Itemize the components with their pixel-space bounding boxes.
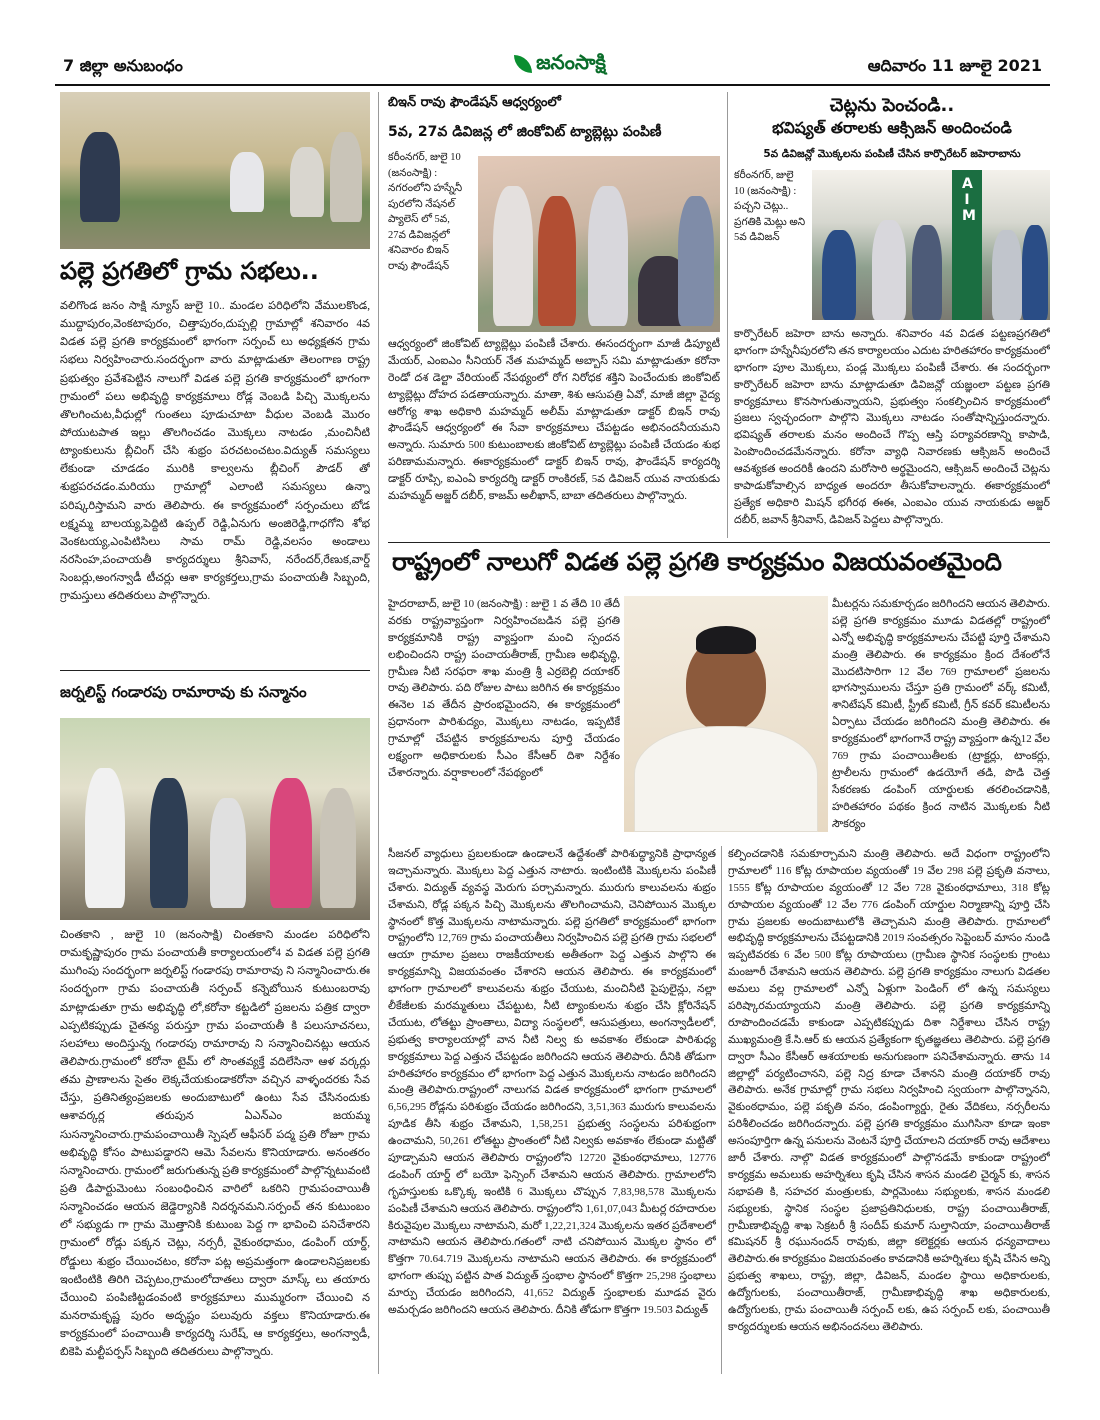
- trees-headline-line1: చెట్లను పెంచండి..: [829, 95, 955, 116]
- trees-distribution-photo: [812, 170, 1050, 320]
- journalist-felicitation-photo: [60, 718, 370, 920]
- main-col-right: కల్పించడానికి సమకూర్చామని మంత్రి తెలిపారు. అదే విధంగా రాష్ట్రంలోని గ్రామాలలో 116 కోట్ల రూపాయల వ్యయంతో 19 వేల 298 పల్లె ప్రకృతి వనాలు, 1555 కోట్ల రూపాయల వ్యయంతో 12 వేల 728 వైకుంఠధామాలు, 318 కోట్ల రూపాయల వ్యయంతో 12 వేల 776 డంపింగ్ యార్డుల నిర్మాణాన్ని పూర్తి చేసి గ్రామ ప్రజలకు అందుబాటులోకి తెచ్చామని మంత్రి తెలిపారు. గ్రామాలలో అభివృద్ధి కార్యక్రమాలను చేపట్టడానికి 2019 సంవత్సరం సెప్టెంబర్ మాసం నుండి ఇప్పటివరకు 6 వేల 500 కోట్ల రూపాయలు (గ్రామీణ స్థానిక సంస్థలకు గ్రాంటు మంజూరీ చేశామని ఆయన తెలిపారు. పల్లె ప్రగతి కార్యక్రమం నాలుగు విడతల అమలు వల్ల గ్రామాలలో ఎన్నో ఏళ్లుగా పెండింగ్ లో ఉన్న సమస్యలు పరిష్కారమయ్యాయని మంత్రి తెలిపారు. పల్లె ప్రగతి కార్యక్రమాన్ని రూపొందించడమే కాకుండా ఎప్పటికప్పుడు దిశా నిర్దేశాలు చేసిన రాష్ట్ర ముఖ్యమంత్రి కే.సి.ఆర్ కు ఆయన ప్రత్యేకంగా కృతజ్ఞతలు తెలిపారు. పల్లె ప్రగతి ద్వారా సీఎం కేసీఆర్ ఆశయాలకు అనుగుణంగా పనిచేశామన్నారు. తాను 14 జిల్లాల్లో పర్యటించానని, పల్లె నిద్ర కూడా చేశానని మంత్రి దయాకర్ రావు తెలిపారు. అనేక గ్రామాల్లో గ్రామ సభలు నిర్వహించి స్వయంగా పాల్గొన్నానని, వైకుంఠధామం, పల్లె పకృతి వనం, డంపింగ్యార్డు, రైతు వేదికలు, నర్సరీలను పరిశీలించడం జరిగిందన్నారు. పల్లె ప్రగతి కార్యక్రమం ముగిసినా కూడా ఇంకా అసంపూర్తిగా ఉన్న పనులను వెంటనే పూర్తి చేయాలని దయాకర్ రావు ఆదేశాలు జారీ చేశారు. నాల్గొ విడత కార్యక్రమంలో పాల్గొనడమే కాకుండా రాష్ట్రంలో కార్యక్రమ అమలుకు అహర్నిశలు కృషి చేసిన శాసన మండలి చైర్మన్ కు, శాసన సభాపతి కి, సహచర మంత్రులకు, పార్లమెంటు సభ్యులకు, శాసన మండలి సభ్యులకు, స్థానిక సంస్థల ప్రజాప్రతినిధులకు, రాష్ట్ర పంచాయితీరాజ్, గ్రామీణాభివృద్ధి శాఖ సెక్రటరీ శ్రీ సందీప్ కుమార్ సుల్తానియా, పంచాయితీరాజ్ కమిషనర్ శ్రీ రఘునందన్ రావుకు, జిల్లా కలెక్టర్లకు ఆయన ధన్యవాదాలు తెలిపారు.ఈ కార్యక్రమం విజయవంతం కావడానికి అహర్నిశలు కృషి చేసిన అన్ని ప్రభుత్వ శాఖలు, రాష్ట్ర, జిల్లా, డివిజన్, మండల స్థాయి అధికారులకు, ఉద్యోగులకు, పంచాయితీరాజ్, గ్రామీణాభివృద్ధి శాఖ అధికారులకు, ఉద్యోగులకు, గ్రామ పంచాయితీ సర్పంచ్ లకు, ఉప సర్పంచ్ లకు, పంచాయితీ కార్యదర్శులకు ఆయన అభినందనలు తెలిపారు.: [728, 848, 1050, 1333]
- trees-body: కార్పొరేటర్ జహెరా బాను అన్నారు. శనివారం 4వ విడత పట్టణప్రగతిలో భాగంగా హస్నేనీపురలోని తన కార్యాలయం ఎదుట హరితహారం కార్యక్రమంలో భాగంగా పూల మొక్కలు, పండ్ల మొక్కలు పంపిణీ చేశారు. ఈ సందర్భంగా కార్పొరేటర్ జహెరా బాను మాట్లాడుతూ డివిజన్లో యజ్ఞంలా పట్టణ ప్రగతి కార్యక్రమాలు కొనసాగుతున్నాయని, ప్రభుత్వం సంకల్పించిన కార్యక్రమంలో ప్రజలు స్వచ్ఛందంగా పాల్గొని మొక్కలు నాటడం సంతోషాన్నిస్తుందన్నారు. భవిష్యత్ తరాలకు మనం అందించే గొప్ప ఆస్తి పర్యావరణాన్ని కాపాడి, పెంపొందించడమేనన్నారు. కరోనా వ్యాధి నివారణకు ఆక్సిజన్ అందించే ఆవశ్యకత అందరికీ ఉందని మరోసారి అర్థమైందని, ఆక్సిజన్ అందించే చెట్లను కాపాడుకోవాల్సిన బాధ్యత అందరూ తీసుకోవాలన్నారు. ఈకార్యక్రమంలో ప్రత్యేక అధికారి మిషన్ భగీరథ ఈఈ, ఎంఐఎం యువ నాయకుడు అజ్జర్ దబీర్, జవాన్ శ్రీనివాస్, డివిజన్ పెద్దలు పాల్గొన్నారు.: [734, 328, 1050, 526]
- issue-date: ఆదివారం 11 జూలై 2021: [867, 56, 1042, 75]
- column-divider: [60, 670, 370, 671]
- leaf-logo-icon: [514, 55, 532, 73]
- main-headline: రాష్ట్రంలో నాలుగో విడత పల్లె ప్రగతి కార్యక్రమం విజయవంతమైంది: [392, 547, 1002, 576]
- tablets-body: ఆధ్వర్యంలో జింకోవిట్ ట్యాబ్లెట్లు పంపిణీ చేశారు. ఈసందర్భంగా మాజీ డిప్యూటీ మేయర్, ఎంఐఎం సీనియర్ నేత మహమ్మద్ అబ్బాస్ సమి మాట్లాడుతూ కరోనా రెండో దశ డెల్టా వేరియంట్ నేపథ్యంలో రోగ నిరోధక శక్తిని పెంచేందుకు జింకోవిట్ ట్యాబ్లెట్లు దోహద పడతాయన్నారు. మాతా, శిశు ఆసుపత్రి ఏవో, మాజీ జిల్లా వైద్య ఆరోగ్య శాఖ అధికారి మహమ్మద్ అలీమ్ మాట్లాడుతూ డాక్టర్ బిఇన్ రావు ఫౌండేషన్ ఆధ్వర్యంలో ఈ సేవా కార్యక్రమాలు చేపట్టడం అభినందనీయమని అన్నారు. సుమారు 500 కుటుంబాలకు జింకోవిట్ ట్యాబ్లెట్లు పంపిణీ చేయడం శుభ పరిణామమన్నారు. ఈకార్యక్రమంలో డాక్టర్ బిఇన్ రావు, ఫౌండేషన్ కార్యదర్శి డాక్టర్ రూప్సి, ఐఎంఏ కార్యదర్శి డాక్టర్ రాంకిరణ్, 5వ డివిజన్ యువ నాయకుడు మహమ్మద్ అజ్జర్ దబీర్, కాజమ్ అలీఖాన్, బాబా తదితరులు పాల్గొన్నారు.: [388, 338, 720, 503]
- page-label: 7 జిల్లా అనుబంధం: [63, 56, 183, 75]
- main-col-wide: సీజనల్ వ్యాధులు ప్రబలకుండా ఉండాలనే ఉద్దేశంతో పారిశుద్ధ్యానికి ప్రాధాన్యత ఇచ్చామన్నారు. మొక్కలు పెద్ద ఎత్తున నాటారు. ఇంటింటికి మొక్కలను పంపిణీ చేశారు. విద్యుత్ వ్యవస్థ మెరుగు పర్చామన్నారు. మురుగు కాలువలను శుభ్రం చేశామని, రోడ్ల పక్కన పిచ్చి మొక్కలను తొలగించామని, చెనిపోయిన మొక్కల స్థానంలో కొత్త మొక్కలను నాటామన్నారు. పల్లె ప్రగతిలో కార్యక్రమంలో భాగంగా రాష్ట్రంలోని 12,769 గ్రామ పంచాయతీలు నిర్వహించిన పల్లె ప్రగతి గ్రామ సభలలో ఆయా గ్రామాల ప్రజలు రాజకీయాలకు అతీతంగా పెద్ద ఎత్తున పాల్గొని ఈ కార్యక్రమాన్ని విజయవంతం చేశారని ఆయన తెలిపారు. ఈ కార్యక్రమంలో భాగంగా గ్రామాలలో కాలువలను శుభ్రం చేయుట, మంచినీటి పైపులైన్లు, నల్లా లీకేజీలకు మరమ్మతులు చేపట్టుట, నీటి ట్యాంకులను శుభ్రం చేసి క్లోరినేషన్ చేయుట, లోతట్టు ప్రాంతాలు, విద్యా సంస్థలలో, ఆసుపత్రులు, అంగన్వాడీలలో, ప్రభుత్వ కార్యాలయాల్లో వాన నీటి నిల్వ కు అవకాశం లేకుండా పారిశుధ్య కార్యక్రమాలు పెద్ద ఎత్తున చేపట్టడం జరిగిందని ఆయన తెలిపారు. దీనికి తోడుగా హరితహారం కార్యక్రమం లో భాగంగా పెద్ద ఎత్తున మొక్కలను నాటడం జరిగిందని మంత్రి తెలిపారు.రాష్ట్రంలో నాలుగవ విడత కార్యక్రమంలో భాగంగా గ్రామాలలో 6,56,295 రోడ్లను పరిశుభ్రం చేయడం జరిగిందని, 3,51,363 మురుగు కాలువలను పూడిక తీసి శుభ్రం చేశామని, 1,58,251 ప్రభుత్వ సంస్థలను పరిశుభ్రంగా ఉంచామని, 50,261 లోతట్టు ప్రాంతంలో నీటి నిల్వకు అవకాశం లేకుండా మట్టితో పూడ్చామని ఆయన తెలిపారు రాష్ట్రంలోని 12720 వైకుంఠధామాలు, 12776 డంపింగ్ యార్డ్ లో బయో ఫెన్సింగ్ చేశామని ఆయన తెలిపారు. గ్రామాలలోని గృహస్తులకు ఒక్కొక్క ఇంటికి 6 మొక్కలు చొప్పున 7,83,98,578 మొక్కలను పంపిణీ చేశామని ఆయన తెలిపారు. రాష్ట్రంలోని 1,61,07,043 మీటర్ల రహదారుల కిరువైపుల మొక్కలు నాటామని, మరో 1,22,21,324 మొక్కలను ఇతర ప్రదేశాలలో నాటామని ఆయన తెలిపారు.గతంలో నాటి చనిపోయిన మొక్కల స్థానం లో కొత్తగా 70.64.719 మొక్కలను నాటామని ఆయన తెలిపారు. ఈ కార్యక్రమంలో భాగంగా తుప్పు పట్టిన పాత విద్యుత్ స్తంభాల స్థానంలో కొత్తగా 25,298 స్తంభాలు మార్పు చేయడం జరిగిందని, 41,652 విద్యుత్ స్తంభాలకు మూడవ వైరు అమర్చడం జరిగిందని ఆయన తెలిపారు. దీనికి తోడుగా కొత్తగా 19.503 విద్యుత్: [388, 848, 716, 1317]
- tablets-lead: కరీంనగర్, జులై 10 (జనంసాక్షి) : నగరంలోని హస్నేనీ పురలోని నేషనల్ ప్యాలెస్ లో 5వ, 27వ డివిజన్లలో శనివారం బిఇన్ రావు ఫౌండేషన్: [388, 152, 463, 272]
- portrait-shirt: [634, 726, 818, 832]
- vertical-divider-main: [721, 846, 722, 1374]
- gram-sabha-photo: [60, 92, 370, 249]
- trees-headline-line2: భవిష్యత్ తరాలకు ఆక్సిజన్ అందించండి: [772, 119, 1012, 137]
- minister-portrait-photo: [624, 596, 828, 832]
- main-top-rule: [388, 542, 1050, 543]
- gram-sabha-headline: పల్లె ప్రగతిలో గ్రామ సభలు..: [60, 257, 319, 285]
- vertical-divider-mid: [727, 92, 728, 538]
- gram-sabha-body: వలిగొండ జనం సాక్షి న్యూస్ జులై 10.. మండల పరిధిలోని వేములకొండ, ముద్దాపురం,వెంకటాపురం, చిత్తాపురం,దుప్పల్లి గ్రామాల్లో శనివారం 4వ విడత పల్లె ప్రగతి కార్యక్రమంలో భాగంగా సర్పంచ్ లు అధ్యక్షతన గ్రామ సభలు నిర్వహించారు.సందర్భంగా వారు మాట్లాడుతూ తెలంగాణ రాష్ట్ర ప్రభుత్వం ప్రవేశపెట్టిన నాలుగో విడత పల్లె ప్రగతి కార్యక్రమంలో భాగంగా గ్రామంలో పలు అభివృద్ధి కార్యక్రమాలు రోడ్ల వెంబడి పిచ్చి మొక్కలను తొలగించుట,వీధుల్లో గుంతలు పూడుచూటా వీధుల వెంబడి మొరం పోయుటపాత ఇల్లు తొలగించడం మొక్కలు నాటడం ,మంచినీటి ట్యాంకులును బ్లీచింగ్ చేసి శుభ్రం పరచటంచటం.విద్యుత్ సమస్యలు లేకుండా చూడడం మురికి కాల్వలను బ్లీచింగ్ పౌడర్ తో శుభ్రపరచడం.మరియు గ్రామాల్లో ఎలాంటి సమస్యలు ఉన్నా పరిష్కరిస్తామని వారు తెలిపారు. ఈ కార్యక్రమంలో సర్పంచులు బోడ లక్ష్మమ్మ బాలయ్య,పెద్దిటి ఉప్పల్ రెడ్డి,ఏనుగు అంజిరెడ్డి,గాధగోని శోభ వెంకటయ్య,ఎంపిటిసిలు సామ రామ్ రెడ్డి,వలసం అండాలు నరసింహ,పంచాయతీ కార్యదర్శులు శ్రీనివాస్, నరేందర్,రేణుక,వార్డ్ సెంబర్లు,అంగన్వాడీ టీచర్లు ఆశా కార్యకర్తలు,గ్రామ పంచాయతీ సిబ్బంది, గ్రామస్తులు తదితరులు పాల్గొన్నారు.: [60, 300, 370, 603]
- masthead: [55, 48, 1050, 86]
- newspaper-logo: [485, 50, 635, 80]
- aim-banner-text: AIM: [962, 176, 976, 224]
- trees-subhead: 5వ డివిజన్లో మొక్కలను పంపిణీ చేసిన కార్పొరేటర్ జహెరాబాను: [763, 148, 1021, 160]
- tablets-distribution-photo: [478, 156, 720, 332]
- journalist-body: చింతకాని , జులై 10 (జనంసాక్షి) చింతకాని మండల పరిధిలోని రామకృష్ణాపురం గ్రామ పంచాయతీ కార్యాలయంలో4 వ విడత పల్లె ప్రగతి ముగింపు సందర్భంగా జర్నలిస్ట్ గండారపు రామారావు ని సన్మానించారు.ఈ సందర్భంగా గ్రామ పంచాయతీ సర్పంచ్ కన్నెబోయిన కుటుంబరావు మాట్లాడుతూ గ్రామ అభివృద్ధి లో,కరోనా కట్టడిలో ప్రజలను పత్రిక ద్వారా ఎప్పటికప్పుడు చైతన్య పరుస్తూ గ్రామ పంచాయతీ కి పలుసూచనలు, సలహాలు అందిస్తున్న గండారపు రామారావు ని సన్మానించినట్లు ఆయన తెలిపారు.గ్రామంలో కరోనా టైమ్ లో సొంతవ్యక్తే వదిలేసినా ఆళ వర్కర్లు తమ ప్రాణాలను సైతం లెక్కచేయకుండాకరోనా వచ్చిన వాళ్ళందరకు సేవ చేస్తు, ప్రతినిత్యంప్రజలకు అందుబాటులో ఉంటు సేవ చేసినందుకు ఆశావర్కర్ల తరుపున ఏఎన్ఎం జయమ్మ సుసన్మానించారు.గ్రామపంచాయితీ స్పెషల్ ఆఫీసర్ పద్మ ప్రతి రోజూ గ్రామ అభివృద్ధి కోసం పాటుపడ్డారని ఆమె సేవలను కొనియాడారు. అనంతరం సన్మానించారు. గ్రామంలో జరుగుతున్న ప్రతి కార్యక్రమంలో పాల్గొన్నటువంటి ప్రతి డిపార్టుమెంటు సంబంధించిన వారిలో ఒకరిని గ్రామపంచాయితీ సన్మానించడం ఆయన జెడ్డెర్యానికి నిదర్శనమని.సర్పంచ్ తన కుటుంబం లో సభ్యుడు గా గ్రామ మొత్తానికి కుటుంబ పెద్ద గా భావించి పనిచేశారని గ్రామంలో రోడ్లు పక్కన చెట్లు, నర్సరీ, వైకుంఠధామం, డంపింగ్ యార్డ్, రోడ్డులు శుభ్రం చేయించటం, కరోనా పట్ల అప్రమత్తంగా ఉండాలనిప్రజలకు ఇంటింటికి తిరిగి చెప్పటం,గ్రామంలోదాతలు ద్వారా మాస్క్ లు తయారు చేయించి పంపిణిట్టడంవంటి కార్యక్రమాలు ముమ్మరంగా చేయించి న మనరామకృష్ణ పురం అదృష్టం పలువురు వక్తలు కొనియాడారు.ఈ కార్యక్రమంలో పంచాయితీ కార్యదర్శి సురేష్, ఆ కార్యకర్తలు, అంగన్వాడీ, బికెపి మల్టీపర్పస్ సిబ్బంది తదితరులు పాల్గొన్నారు.: [60, 929, 370, 1359]
- main-col1-top: హైదరాబాద్, జులై 10 (జనంసాక్షి) : జులై 1 వ తేది 10 తేదీ వరకు రాష్ట్రవ్యాప్తంగా నిర్వహించబడిన పల్లె ప్రగతి కార్యక్రమానికి రాష్ట్ర వ్యాప్తంగా మంచి స్పందన లభించిందని రాష్ట్ర పంచాయతీరాజ్, గ్రామీణ అభివృద్ధి, గ్రామీణ నీటి సరఫరా శాఖ మంత్రి శ్రీ ఎర్రబెల్లి దయాకర్ రావు తెలిపారు. పది రోజుల పాటు జరిగిన ఈ కార్యక్రమం ఈనెల 1వ తేదీన ప్రారంభమైందని, ఈ కార్యక్రమంలో ప్రధానంగా పారిశుద్యం, మొక్కలు నాటడం, ఇప్పటికే గ్రామాల్లో చేపట్టిన కార్యక్రమాలను పూర్తి చేయడం లక్ష్యంగా అధికారులకు సీఎం కేసీఆర్ దిశా నిర్దేశం చేశారన్నారు. వర్షాకాలంలో నేపథ్యంలో: [388, 598, 620, 779]
- journalist-headline: జర్నలిస్ట్ గండారపు రామారావు కు సన్మానం: [60, 683, 307, 701]
- vertical-divider-left: [378, 92, 379, 1374]
- aim-banner: [952, 170, 982, 320]
- main-col3-top: మీటర్లను సమకూర్చడం జరిగిందని ఆయన తెలిపారు. పల్లె ప్రగతి కార్యక్రమం మూడు విడతల్లో రాష్ట్రంలో ఎన్నో అభివృద్ధి కార్యక్రమాలను చేపట్టి పూర్తి చేశామని మంత్రి తెలిపారు. ఈ కార్యక్రమం క్రింద దేశంలోనే మొదటిసారిగా 12 వేల 769 గ్రామాలలో ప్రజలను భాగస్వాములను చేస్తూ ప్రతి గ్రామంలో వర్క్ కమిటీ, శానిటేషన్ కమిటీ, స్ట్రీట్ కమిటీ, గ్రీన్ కవర్ కమిటీలను ఏర్పాటు చేయడం జరిగిందని మంత్రి తెలిపారు. ఈ కార్యక్రమంలో భాగంగానే రాష్ట్ర వ్యాప్తంగా ఉన్న12 వేల 769 గ్రామ పంచాయితీలకు (ట్రాక్టర్లు, టాంకర్లు, ట్రాలీలను గ్రామంలో ఉడయోగే తడి, పొడి చెత్త సేకరణకు డంపింగ్ యార్డులకు తరలించడానికి, హరితహారం పథకం క్రింద నాటిన మొక్కలకు నీటి సౌకర్యం: [832, 598, 1050, 830]
- newspaper-name: జనంసాక్షి: [536, 50, 606, 74]
- tablets-headline: 5వ, 27వ డివిజన్ల లో జింకోవిట్ ట్యాబ్లెట్లు పంపిణీ: [388, 124, 662, 140]
- tablets-kicker: బిఇన్ రావు ఫౌండేషన్ ఆధ్వర్యంలో: [388, 95, 561, 110]
- portrait-hair: [696, 626, 756, 654]
- trees-lead: కరీంనగర్, జులై 10 (జనంసాక్షి) : పచ్చని చెట్లు.. ప్రగతికి మెట్లు అని 5వ డివిజన్: [734, 170, 806, 244]
